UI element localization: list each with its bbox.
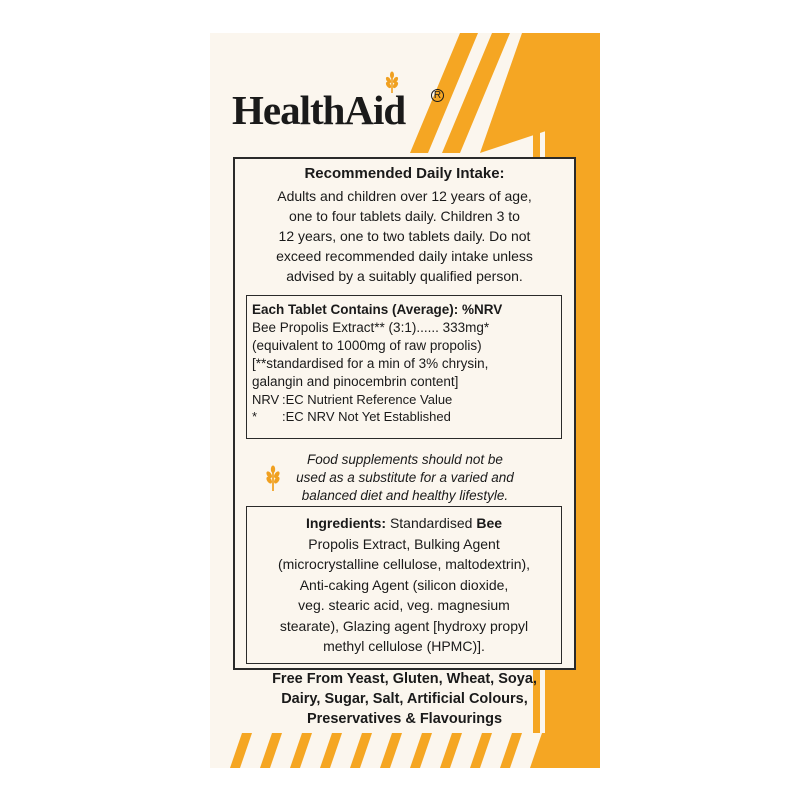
ingredients-line: stearate), Glazing agent [hydroxy propyl	[279, 617, 529, 634]
ingredients-line: methyl cellulose (HPMC)].	[323, 638, 485, 654]
brand-name: HealthAid	[232, 87, 406, 133]
ingredients-line: Propolis Extract, Bulking Agent	[308, 535, 500, 552]
rdi-line: Adults and children over 12 years of age,	[277, 188, 532, 204]
ingredients-first-line	[253, 513, 555, 534]
nrv-note-key: NRV	[252, 392, 280, 407]
rdi-title: Recommended Daily Intake:	[304, 165, 505, 182]
composition-line: [**standardised for a min of 3% chrysin,	[252, 356, 489, 371]
rdi-line: advised by a suitably qualified person.	[286, 268, 523, 284]
free-from-statement	[233, 669, 576, 729]
nrv-note-key: *	[252, 409, 258, 424]
composition-line: galangin and pinocembrin content]	[252, 374, 459, 389]
rdi-line: exceed recommended daily intake unless	[276, 248, 533, 264]
notice-line: used as a substitute for a varied and	[296, 470, 514, 485]
composition-line: (equivalent to 1000mg of raw propolis)	[252, 338, 482, 353]
free-from-line: Free From Yeast, Gluten, Wheat, Soya,	[272, 671, 537, 687]
product-label-panel	[210, 33, 600, 768]
free-from-line: Preservatives & Flavourings	[306, 711, 503, 727]
notice-line: balanced diet and healthy lifestyle.	[301, 488, 509, 503]
rdi-line: one to four tablets daily. Children 3 to	[289, 208, 520, 224]
nrv-note-row	[252, 408, 556, 425]
ingredients-line: (microcrystalline cellulose, maltodextrin),	[277, 556, 531, 572]
ingredients-line: veg. stearic acid, veg. magnesium	[298, 597, 510, 613]
nrv-note-value: :EC Nutrient Reference Value	[282, 392, 453, 407]
registered-mark: R	[431, 89, 444, 102]
food-supplement-notice	[270, 451, 540, 505]
tablet-contents-title: Each Tablet Contains (Average): %NRV	[252, 302, 503, 317]
composition-line: Bee Propolis Extract** (3:1)...... 333mg*	[252, 320, 490, 335]
wheat-leaf-icon	[382, 71, 402, 93]
ingredients-line: Anti-caking Agent (silicon dioxide,	[299, 576, 509, 593]
ingredients-text: Standardised	[386, 515, 477, 531]
notice-line: Food supplements should not be	[307, 452, 503, 467]
rdi-line: 12 years, one to two tablets daily. Do not	[278, 228, 531, 244]
ingredients-label: Ingredients:	[305, 515, 387, 531]
nrv-note-value: :EC NRV Not Yet Established	[282, 409, 451, 424]
free-from-line: Dairy, Sugar, Salt, Artificial Colours,	[281, 691, 528, 707]
rdi-text	[243, 186, 566, 286]
nrv-note-row	[252, 391, 556, 408]
tablet-contents-box	[246, 295, 562, 439]
healthaid-logo	[232, 85, 452, 135]
ingredients-box	[246, 506, 562, 664]
ingredients-bold-word: Bee	[476, 515, 503, 531]
